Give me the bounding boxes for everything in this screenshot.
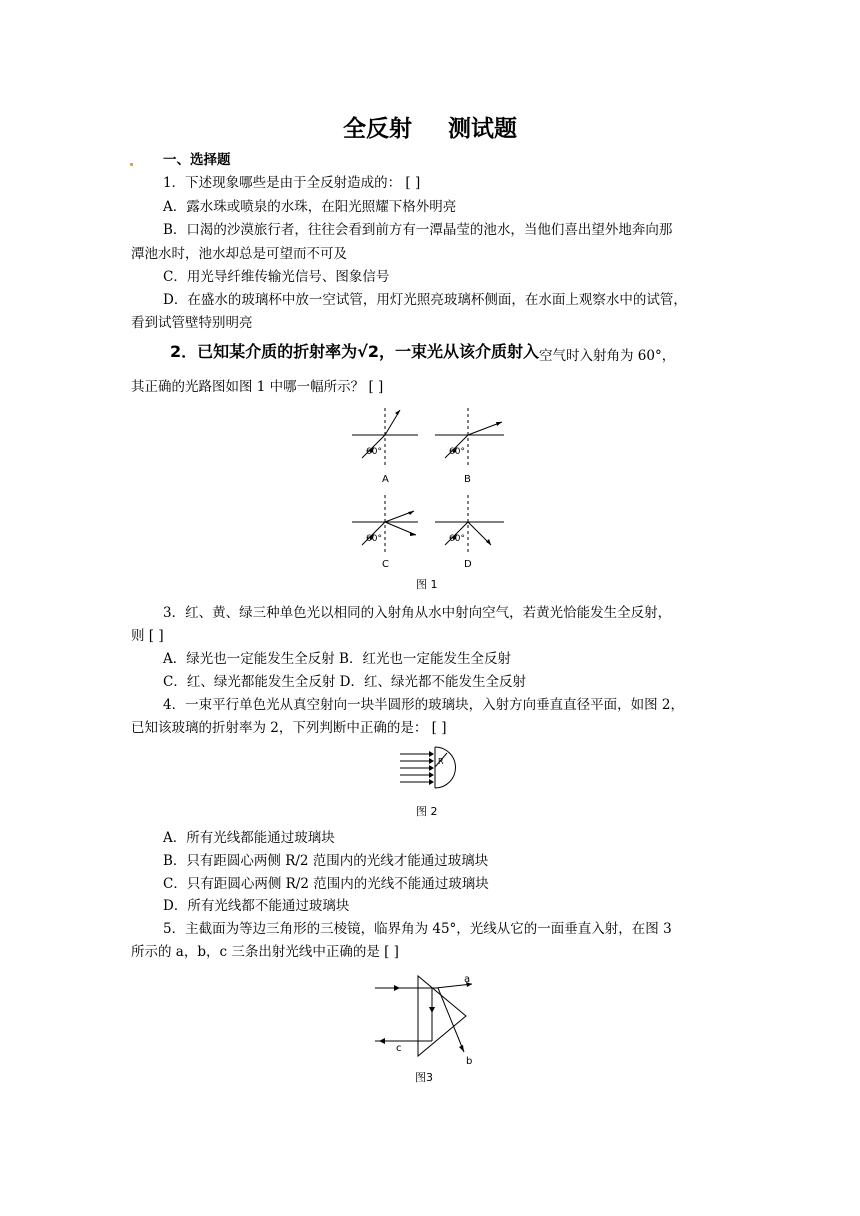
title-part1: 全反射 [343,116,412,142]
q4-stem-line2: 已知该玻璃的折射率为 2，下列判断中正确的是： [ ] [131,720,447,736]
marker-dot [130,163,133,166]
q4-option-d: D．所有光线都不能通过玻璃块 [163,898,350,914]
figure-2 [395,742,470,822]
fig1-angle-c: 60° [366,534,382,544]
figure-3 [370,968,495,1088]
q5-stem-line1: 5．主截面为等边三角形的三棱镜，临界角为 45°，光线从它的一面垂直入射，在图 3 [163,921,672,937]
q1-option-c: C．用光导纤维传输光信号、图象信号 [163,269,390,285]
fig3-ray-c: c [396,1043,402,1054]
q3-stem-line1: 3．红、黄、绿三种单色光以相同的入射角从水中射向空气，若黄光恰能发生全反射， [163,605,672,621]
q1-option-a: A．露水珠或喷泉的水珠，在阳光照耀下格外明亮 [163,199,457,215]
q2-stem-prefix: 2．已知某介质的折射率为 [170,342,358,361]
q1-option-d-line1: D．在盛水的玻璃杯中放一空试管，用灯光照亮玻璃杯侧面，在水面上观察水中的试管， [163,292,687,308]
q2-stem-line2: 其正确的光路图如图 1 中哪一幅所示？ [ ] [131,379,384,395]
q3-options-ab: A．绿光也一定能发生全反射 B．红光也一定能发生全反射 [163,651,511,667]
fig1-angle-b: 60° [449,447,465,457]
q4-option-b: B．只有距圆心两侧 R/2 范围内的光线才能通过玻璃块 [163,853,489,869]
q1-option-b-line1: B．口渴的沙漠旅行者，往往会看到前方有一潭晶莹的池水，当他们喜出望外地奔向那 [163,222,673,238]
sqrt2-symbol: √2 [357,342,379,361]
q4-stem-line1: 4．一束平行单色光从真空射向一块半圆形的玻璃块，入射方向垂直直径平面，如图 2， [163,697,684,713]
fig3-caption: 图3 [415,1071,433,1084]
page-title [0,110,860,143]
figure-1 [340,400,530,595]
fig1-label-b: B [464,474,471,485]
q3-stem-line2: 则 [ ] [131,628,164,644]
q2-stem-suffix: ，一束光从该介质射入 [378,342,539,361]
fig1-label-d: D [464,559,472,570]
fig1-label-c: C [382,559,389,570]
q3-options-cd: C．红、绿光都能发生全反射 D．红、绿光都不能发生全反射 [163,674,526,690]
q1-stem: 1．下述现象哪些是由于全反射造成的： [ ] [163,175,421,191]
fig2-radius-label: R [438,757,444,766]
q1-option-b-line2: 潭池水时，池水却总是可望而不可及 [131,246,347,262]
q2-stem-small: 空气时入射角为 60°， [538,348,676,364]
fig3-ray-b: b [466,1056,473,1067]
section-heading: 一、选择题 [163,152,231,168]
fig2-caption: 图 2 [416,805,438,818]
q1-option-d-line2: 看到试管壁特别明亮 [131,315,253,331]
fig1-caption: 图 1 [416,578,438,591]
q4-option-c: C．只有距圆心两侧 R/2 范围内的光线不能通过玻璃块 [163,876,489,892]
fig1-angle-a: 60° [366,447,382,457]
fig1-angle-d: 60° [449,534,465,544]
q2-stem-line1 [170,341,675,364]
fig1-label-a: A [382,474,389,485]
title-part2: 测试题 [448,116,517,142]
q5-stem-line2: 所示的 a，b，c 三条出射光线中正确的是 [ ] [131,944,399,960]
fig3-ray-a: a [464,974,471,985]
q4-option-a: A．所有光线都能通过玻璃块 [163,830,335,846]
